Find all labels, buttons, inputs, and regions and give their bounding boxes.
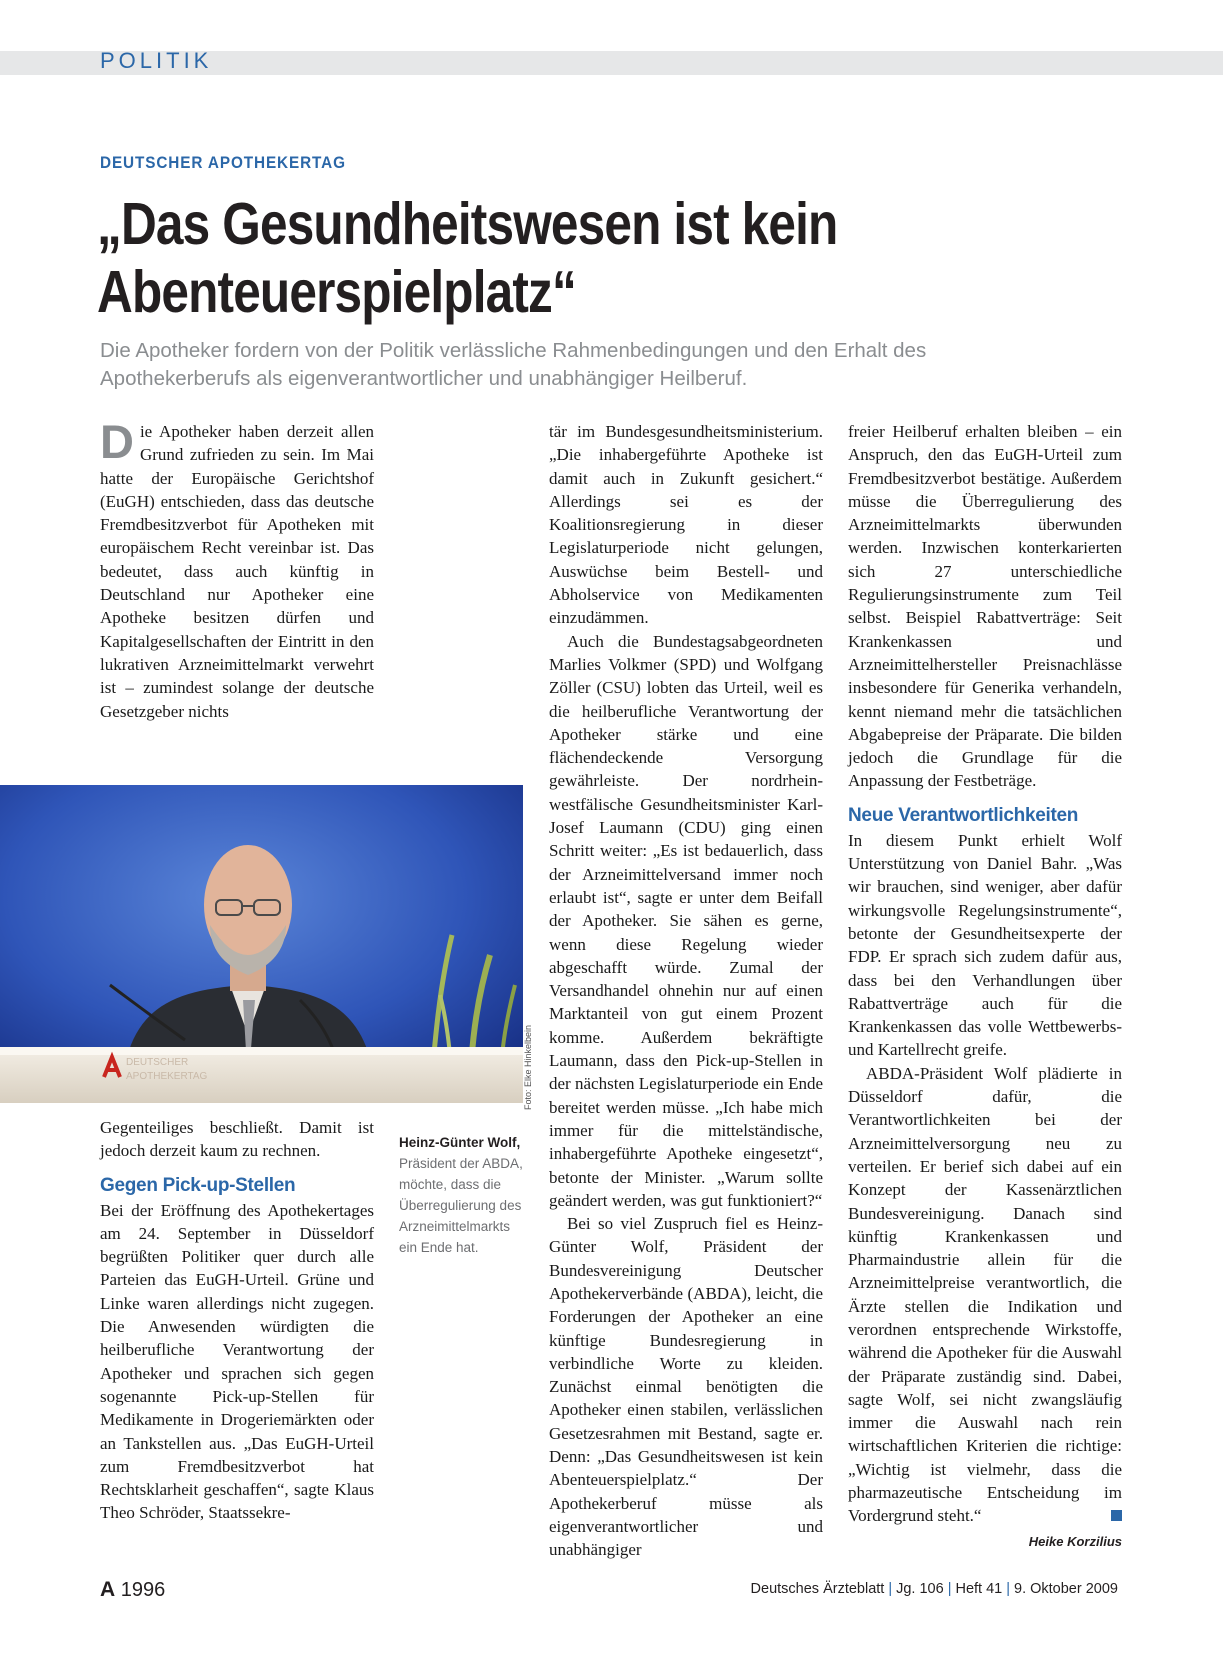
divider: | xyxy=(888,1581,893,1597)
page-prefix: A xyxy=(100,1578,116,1601)
photo-credit: Foto: Elke Hinkelbein xyxy=(523,1024,533,1110)
article-headline xyxy=(97,190,837,326)
section-label: POLITIK xyxy=(100,48,213,73)
issue-date: 9. Oktober 2009 xyxy=(1014,1581,1118,1597)
column-2 xyxy=(549,420,823,1562)
paragraph: Bei so viel Zuspruch fiel es Heinz-Günter Wolf, Präsident der Bundesvereinigung Deutscher Apothekerverbände (ABDA), leicht, die Forderungen der Apotheker an eine künftige Bundesregierung in verbindliche Worte zu kleiden. Zunächst einmal benötigten die Apotheker einen stabilen, verlässlichen Gesetzesrahmen mit Bestand, sagte er. Denn: „Das Gesundheitswesen ist kein Abenteuerspielplatz.“ Der Apothekerberuf müsse als eigenverantwortlicher und unabhängiger xyxy=(549,1214,823,1560)
drop-cap: D xyxy=(100,415,134,468)
paragraph: In diesem Punkt erhielt Wolf Unterstützung von Daniel Bahr. „Was wir brauchen, sind weniger, aber dafür wirkungsvolle Regelungsinstrumente“, betonte der Gesundheitsexperte der FDP. Er sprach sich zudem dafür aus, dass bei den Verhandlungen über Rabattverträge auch für die Krankenkassen das volle Wettbewerbs- und Kartellrecht greife. xyxy=(848,830,1122,1060)
subheading: Gegen Pick-up-Stellen xyxy=(100,1174,296,1196)
photo-caption xyxy=(399,1132,524,1258)
divider: | xyxy=(947,1581,952,1597)
author-byline: Heike Korzilius xyxy=(1028,1534,1122,1549)
paragraph: Gegenteiliges beschließt. Damit ist jedoch derzeit kaum zu rechnen. xyxy=(100,1118,374,1161)
journal-name: Deutsches Ärzteblatt xyxy=(750,1581,885,1597)
headline-line-1: „Das Gesundheitswesen ist kein xyxy=(97,191,838,257)
issue: Heft 41 xyxy=(955,1581,1003,1597)
page-number: A 1996 xyxy=(100,1578,166,1601)
paragraph: Bei der Eröffnung des Apothekertages am 24. September in Düsseldorf begrüßten Politiker quer durch alle Parteien das EuGH-Urteil. Grüne und Linke waren allerdings nicht zugegen. Die Anwesenden würdigten die heilberufliche Verantwortung der Apotheker und sprachen sich gegen sogenannte Pick-up-Stellen für Medikamente in Drogeriemärkten oder an Tankstellen aus. „Das EuGH-Urteil zum Fremdbesitzverbot hat Rechtsklarheit geschaffen“, sagte Klaus Theo Schröder, Staatssekre- xyxy=(100,1200,374,1523)
lectern-text-1: DEUTSCHER xyxy=(126,1057,189,1068)
column-1-bottom xyxy=(100,1116,374,1525)
divider: | xyxy=(1006,1581,1010,1597)
footer-citation xyxy=(751,1581,1118,1597)
paragraph: ABDA-Präsident Wolf plädierte in Düsseldorf dafür, die Verantwortlichkeiten bei der Arzneimittelversorgung neu zu verteilen. Er berief sich dabei auf ein Konzept der Kassenärztlichen Bundesvereinigung. Danach sind künftig Krankenkassen und Pharmaindustrie allein für die Arzneimittelpreise verantwortlich, die Ärzte stellen die Indikation und verordnen entsprechende Wirkstoffe, während die Apotheker für die Auswahl der Präparate zuständig sind. Dabei, sagte Wolf, sei nicht zwangsläufig immer die Auswahl nach rein wirtschaftlichen Kriterien die richtige: „Wichtig ist vielmehr, dass die pharmazeutische Entscheidung im Vordergrund steht.“ xyxy=(848,1063,1122,1526)
volume: Jg. 106 xyxy=(896,1581,944,1597)
column-3 xyxy=(848,420,1122,1528)
speaker-photo xyxy=(0,785,523,1103)
paragraph: ie Apotheker haben derzeit allen Grund zufrieden zu sein. Im Mai hatte der Europäische Gerichtshof (EuGH) entschieden, dass das deutsche Fremdbesitzverbot für Apotheken mit europäischem Recht vereinbar ist. Das bedeutet, dass auch künftig in Deutschland nur Apotheker eine Apotheke besitzen dürfen und Kapitalgesellschaften der Eintritt in den lukrativen Arzneimittelmarkt verwehrt ist – zumindest solange der deutsche Gesetzgeber nichts xyxy=(100,422,374,721)
article-kicker: DEUTSCHER APOTHEKERTAG xyxy=(100,153,346,172)
subheading: Neue Verantwortlichkeiten xyxy=(848,804,1079,826)
paragraph: tär im Bundesgesundheitsministerium. „Die inhabergeführte Apotheke ist damit auch in Zukunft gesichert.“ Allerdings sei es der Koalitionsregierung in dieser Legislaturperiode nicht gelungen, Auswüchse beim Bestell- und Abholservice von Medikamenten einzudämmen. xyxy=(549,422,823,628)
caption-name: Heinz-Günter Wolf, xyxy=(399,1135,521,1150)
article-standfirst: Die Apotheker fordern von der Politik verlässliche Rahmenbedingungen und den Erhalt des Apothekerberufs als eigenverantwortlicher und unabhängiger Heilberuf. xyxy=(100,339,927,390)
column-1-top xyxy=(100,415,374,723)
lectern-text-2: APOTHEKERTAG xyxy=(126,1071,208,1082)
paragraph: Auch die Bundestagsabgeordneten Marlies Volkmer (SPD) und Wolfgang Zöller (CSU) lobten das Urteil, weil es die heilberufliche Verantwortung der Apotheker stärke und eine flächendeckende Versorgung gewährleiste. Der nordrhein-westfälische Gesundheitsminister Karl-Josef Laumann (CDU) ging einen Schritt weiter: „Es ist bedauerlich, dass der Arzneimittelversand immer noch erlaubt ist“, sagte er unter dem Beifall der Apotheker. Sie sähen es gerne, wenn diese Regelung wieder abgeschafft würde. Zumal der Versandhandel ohnehin nur auf einen Marktanteil von gut einem Prozent komme. Außerdem bekräftigte Laumann, dass den Pick-up-Stellen in der nächsten Legislaturperiode ein Ende bereitet werden müsse. „Ich habe mich immer für die mittelständische, inhabergeführte Apotheke eingesetzt“, betonte der Minister. „Warum sollte geändert werden, was gut funktioniert?“ xyxy=(549,631,823,1210)
paragraph: freier Heilberuf erhalten bleiben – ein Anspruch, den das EuGH-Urteil zum Fremdbesitzverbot bestätige. Außerdem müsse die Überregulierung des Arzneimittelmarkts überwunden werden. Inzwischen konterkarierten sich 27 unterschiedliche Regulierungsinstrumente zum Teil selbst. Beispiel Rabattverträge: Seit Krankenkassen und Arzneimittelhersteller Preisnachlässe insbesondere für Generika verhandeln, kennt niemand mehr die tatsächlichen Abgabepreise der Präparate. Die bilden jedoch die Grundlage für die Anpassung der Festbeträge. xyxy=(848,422,1122,791)
end-mark-icon xyxy=(1111,1510,1122,1521)
headline-line-2: Abenteuerspielplatz“ xyxy=(97,259,576,325)
caption-text: Präsident der ABDA, möchte, dass die Überregulierung des Arzneimittelmarkts ein Ende hat. xyxy=(399,1156,523,1255)
